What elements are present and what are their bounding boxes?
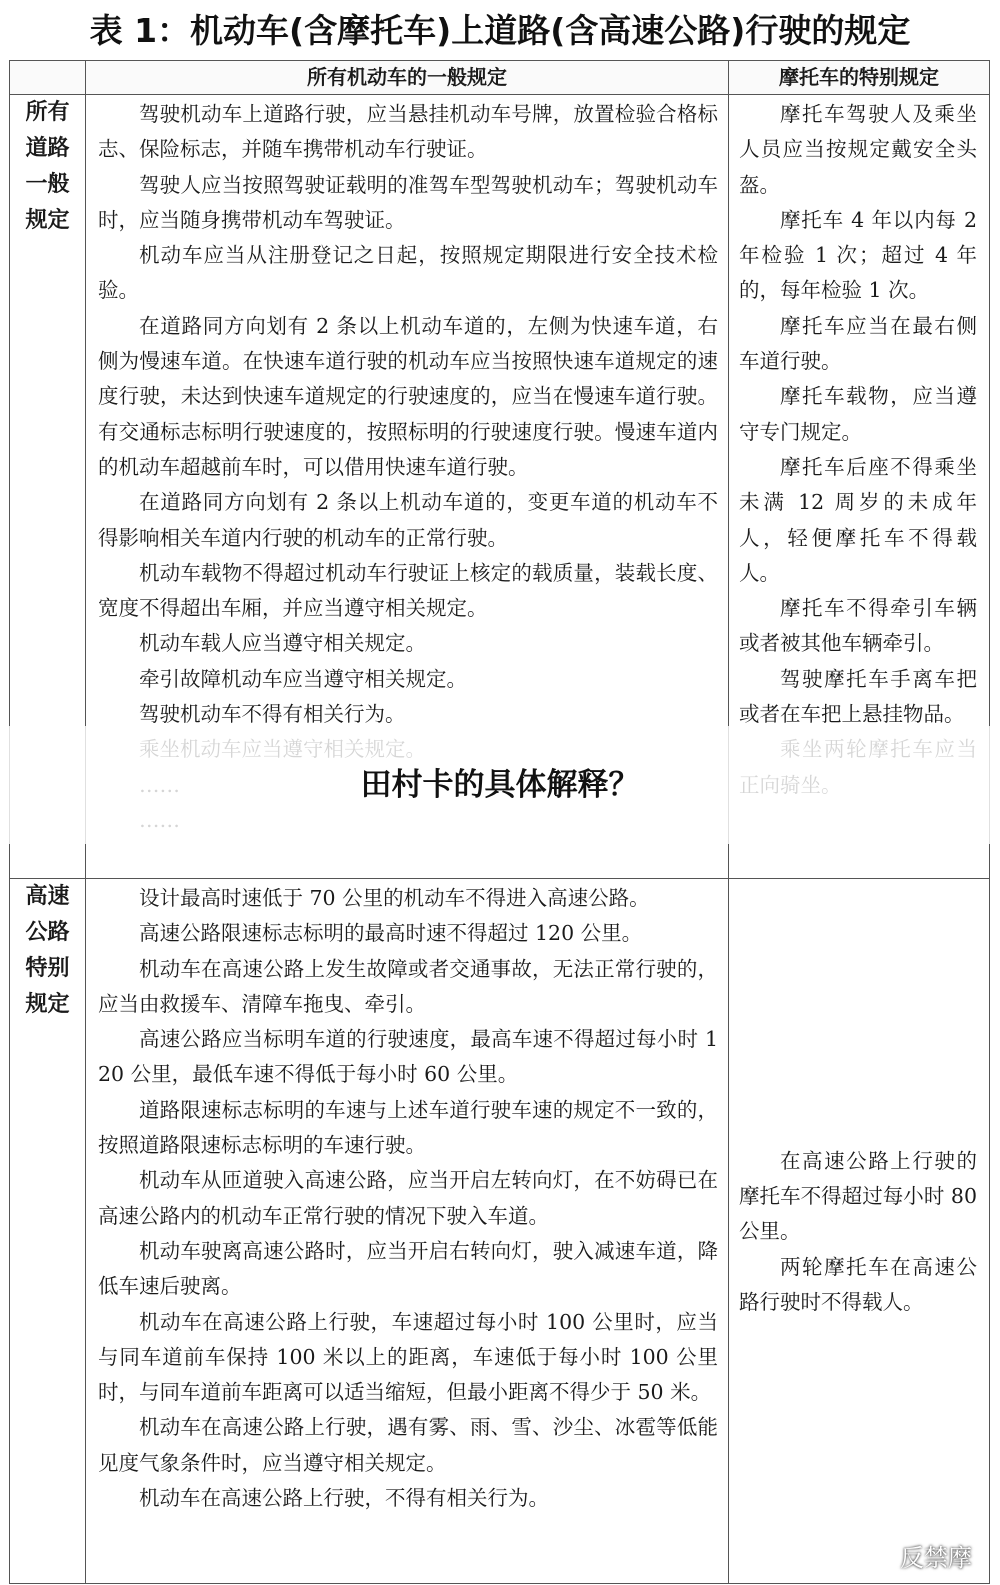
- wechat-icon: [856, 1540, 892, 1570]
- rule-paragraph: 摩托车应当在最右侧车道行驶。: [739, 313, 977, 374]
- rule-paragraph: 摩托车驾驶人及乘坐人员应当按规定戴安全头盔。: [739, 102, 977, 197]
- rule-paragraph: 牵引故障机动车应当遵守相关规定。: [139, 666, 467, 691]
- rule-paragraph: 在高速公路上行驶的摩托车不得超过每小时 80 公里。: [739, 1148, 977, 1244]
- row-label-expressway: 高速 公路 特别 规定: [10, 879, 86, 1584]
- header-motorcycle-rules: 摩托车的特别规定: [729, 61, 990, 95]
- rule-paragraph: 驾驶摩托车手离车把或者在车把上悬挂物品。: [739, 666, 977, 727]
- rule-paragraph: 摩托车后座不得乘坐未满 12 周岁的未成年人，轻便摩托车不得载人。: [739, 454, 977, 585]
- rule-paragraph: 机动车驶离高速公路时，应当开启右转向灯，驶入减速车道，降低车速后驶离。: [98, 1238, 718, 1299]
- rule-paragraph: 两轮摩托车在高速公路行驶时不得载人。: [739, 1254, 977, 1314]
- rule-paragraph: 在道路同方向划有 2 条以上机动车道的，左侧为快速车道，右侧为慢速车道。在快速车道行驶的机动车应当按照快速车道规定的速度行驶，未达到快速车道规定的行驶速度的，应当在慢速车道行驶。有交通标志标明行驶速度的，按照标明的行驶速度行驶。慢速车道内的机动车超越前车时，可以借用快速车道行驶。: [98, 313, 718, 479]
- rule-paragraph: 摩托车载物，应当遵守专门规定。: [739, 384, 977, 444]
- rule-paragraph: 机动车载物不得超过机动车行驶证上核定的载质量，装载长度、宽度不得超出车厢，并应当遵守相关规定。: [98, 560, 718, 621]
- page-title: 表 1：机动车(含摩托车)上道路(含高速公路)行驶的规定: [89, 11, 911, 50]
- table-row-expressway: [10, 879, 990, 1584]
- rule-paragraph: 机动车在高速公路上行驶，遇有雾、雨、雪、沙尘、冰雹等低能见度气象条件时，应当遵守相关规定。: [98, 1415, 718, 1475]
- rule-paragraph: 机动车从匝道驶入高速公路，应当开启左转向灯，在不妨碍已在高速公路内的机动车正常行驶的情况下驶入车道。: [98, 1168, 718, 1228]
- rule-paragraph: 驾驶人应当按照驾驶证载明的准驾车型驾驶机动车；驾驶机动车时，应当随身携带机动车驾驶证。: [98, 172, 718, 232]
- rule-paragraph: 设计最高时速低于 70 公里的机动车不得进入高速公路。: [139, 886, 650, 910]
- rule-paragraph: 机动车在高速公路上行驶，不得有相关行为。: [139, 1486, 549, 1511]
- rule-paragraph: 道路限速标志标明的车速与上述车道行驶车速的规定不一致的，按照道路限速标志标明的车速行驶。: [98, 1097, 718, 1158]
- header-corner-cell: [10, 61, 86, 95]
- row-label-all-roads: 所有 道路 一般 规定: [10, 95, 86, 879]
- rule-paragraph: 摩托车 4 年以内每 2 年检验 1 次；超过 4 年的，每年检验 1 次。: [739, 207, 977, 303]
- rule-paragraph: 高速公路限速标志标明的最高时速不得超过 120 公里。: [139, 921, 643, 946]
- rule-paragraph: 机动车在高速公路上行驶，车速超过每小时 100 公里时，应当与同车道前车保持 100 米以上的距离，车速低于每小时 100 公里时，与同车道前车距离可以适当缩短，但最小距离不得少于 50 米。: [98, 1309, 718, 1405]
- rule-paragraph: 在道路同方向划有 2 条以上机动车道的，变更车道的机动车不得影响相关车道内行驶的机动车的正常行驶。: [98, 490, 718, 550]
- rule-paragraph: 机动车载人应当遵守相关规定。: [139, 631, 426, 656]
- rule-paragraph: 驾驶机动车上道路行驶，应当悬挂机动车号牌，放置检验合格标志、保险标志，并随车携带机动车行驶证。: [98, 102, 718, 162]
- header-general-rules: 所有机动车的一般规定: [86, 61, 729, 95]
- cell-expressway-general: [86, 879, 729, 1584]
- watermark: [856, 1535, 972, 1575]
- rule-paragraph: 驾驶机动车不得有相关行为。: [139, 702, 406, 727]
- rule-paragraph: 机动车应当从注册登记之日起，按照规定期限进行安全技术检验。: [98, 243, 718, 303]
- rule-paragraph: 机动车在高速公路上发生故障或者交通事故，无法正常行驶的，应当由救援车、清障车拖曳、牵引。: [98, 956, 718, 1016]
- table-header-row: [10, 61, 990, 95]
- rule-paragraph: 摩托车不得牵引车辆或者被其他车辆牵引。: [739, 596, 977, 656]
- rule-paragraph: 高速公路应当标明车道的行驶速度，最高车速不得超过每小时 120 公里，最低车速不得低于每小时 60 公里。: [98, 1027, 718, 1087]
- watermark-text: 反禁摩: [900, 1543, 972, 1572]
- overlay-title: 田村卡的具体解释？: [360, 767, 640, 803]
- cell-expressway-motorcycle: [729, 879, 990, 1584]
